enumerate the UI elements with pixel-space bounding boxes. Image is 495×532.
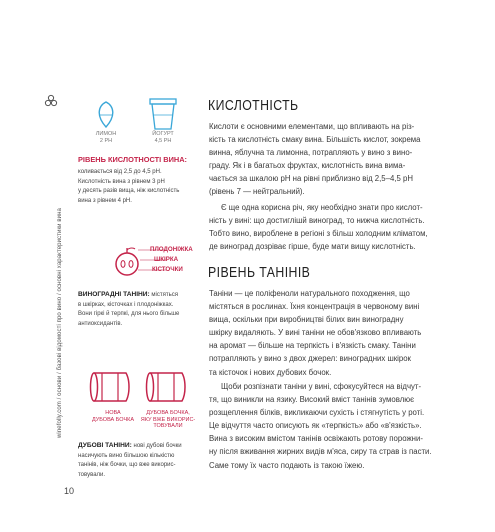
text-line: розщеплення білків, викликаючи сухість і стягнутість у роті. bbox=[209, 408, 425, 418]
oak-sidebar-line: товували. bbox=[78, 471, 106, 478]
used-barrel-line: ЯКУ ВЖЕ ВИКОРИС- bbox=[140, 416, 196, 423]
acid-sidebar-line: у десять разів вища, ніж кислотність bbox=[78, 188, 180, 195]
used-barrel-caption bbox=[140, 410, 196, 430]
oak-sidebar-line: насичують вино більшою кількістю bbox=[78, 452, 175, 459]
text-line: Саме тому їх часто подають із такою їжею. bbox=[209, 460, 365, 470]
yogurt-label: ЙОГУРТ bbox=[152, 131, 174, 137]
oak-sidebar-line: танінів, ніж бочки, що вже викорис- bbox=[78, 462, 176, 469]
text-line: на аромат — більше на терпкість і в'язкість смаку. Таніни bbox=[209, 341, 416, 351]
new-oak-barrel-icon bbox=[88, 370, 132, 404]
acid-sidebar-title: РІВЕНЬ КИСЛОТНОСТІ ВИНА: bbox=[78, 155, 188, 164]
acid-sidebar-line: вина з рівнем 4 pH. bbox=[78, 197, 132, 204]
lemon-label: ЛИМОН bbox=[95, 131, 117, 137]
text-line: містяться в рослинах. Їхня концентрація в червоному вині bbox=[209, 302, 420, 312]
used-barrel-line: ТОВУВАЛИ bbox=[153, 423, 183, 430]
tannin-paragraph-1 bbox=[209, 287, 492, 379]
tannin-heading: РІВЕНЬ ТАНІНІВ bbox=[208, 264, 311, 281]
text-line: де виноград дозріває гірше, буде мати вищу кислотність. bbox=[209, 242, 416, 252]
text-line: ну після вживання жирних видів м'яса, сиру та страв із пасти. bbox=[209, 447, 432, 457]
text-line: Кислоти є основними елементами, що впливають на різ- bbox=[209, 122, 415, 131]
page-number: 10 bbox=[64, 486, 75, 496]
lemon-ph: 2 PH bbox=[99, 137, 113, 144]
grape-sidebar-line: в шкірках, кісточках і плодоніжках. bbox=[78, 301, 174, 308]
text-line: ність у вині: що достиглішй виноград, то нижча кислотність. bbox=[209, 216, 425, 226]
text-line: кість та кислотність смаку вина. Більшість кислот, зокрема bbox=[209, 135, 421, 145]
text-line: та кісточок і нових дубових бочок. bbox=[209, 367, 332, 377]
text-line: Тобто вино, вироблене в регіоні з більш холодним кліматом, bbox=[209, 229, 428, 239]
oak-sidebar-title: ДУБОВІ ТАНІНИ: bbox=[78, 442, 132, 449]
text-line: вища, оскільки при виробництві білих вин виноградну bbox=[209, 315, 404, 325]
acidity-paragraph-1 bbox=[209, 120, 492, 199]
grape-sidebar-title: ВИНОГРАДНІ ТАНІНИ: bbox=[78, 291, 150, 298]
spine-text: winefolly.com / основи / базові відомості про вино / основні характеристики вина bbox=[57, 208, 63, 438]
text-line: потрапляють у вино з двох джерел: виноградних шкірок bbox=[209, 354, 411, 364]
acid-sidebar-line: Кислотність вина з рівнем 3 pH bbox=[78, 178, 165, 185]
grape-sidebar-line: антиоксидантів. bbox=[78, 320, 123, 327]
acidity-heading: КИСЛОТНІСТЬ bbox=[208, 97, 299, 114]
grape-label-stem: ПЛОДОНІЖКА bbox=[150, 246, 193, 253]
new-barrel-caption bbox=[88, 410, 138, 423]
oak-sidebar-title-rest: нові дубові бочки bbox=[133, 443, 182, 449]
text-line: граду. Як і в багатьох фруктах, кислотність вина вима- bbox=[209, 161, 406, 171]
new-barrel-line: ДУБОВА БОЧКА bbox=[91, 416, 135, 423]
new-barrel-line: НОВА bbox=[105, 410, 121, 416]
grape-sidebar bbox=[78, 290, 198, 329]
oak-sidebar bbox=[78, 441, 198, 480]
text-line: Таніни — це поліфеноли натурального походження, що bbox=[209, 289, 410, 298]
acid-sidebar-line: коливається від 2,5 до 4,5 pH. bbox=[78, 169, 162, 175]
text-line: Є ще одна корисна річ, яку необхідно знати про кислот- bbox=[221, 203, 423, 212]
yogurt-caption bbox=[143, 131, 183, 144]
text-line: (рівень 7 — нейтральний). bbox=[209, 187, 305, 197]
text-line: Це відчуття часто описують як «терпкість» або «в'язкість». bbox=[209, 421, 422, 431]
text-line: шкірку видаляють. У вині таніни не обов'язково впливають bbox=[209, 328, 422, 338]
grape-label-skin: ШКІРКА bbox=[154, 256, 179, 263]
text-line: чається за шкалою pH на рівні приблизно від 2,5–4,5 pH bbox=[209, 174, 413, 184]
grape-label-pips: КІСТОЧКИ bbox=[152, 266, 183, 273]
spine-breadcrumb bbox=[48, 108, 63, 438]
text-line: тя, що виникли на язику. Високий вміст танінів зумовлює bbox=[209, 395, 415, 405]
used-oak-barrel-icon bbox=[144, 370, 188, 404]
grape-sidebar-line: Вони гіркі й терпкі, для нього більше bbox=[78, 311, 180, 318]
lemon-icon bbox=[94, 100, 118, 130]
lemon-caption bbox=[86, 131, 126, 144]
acid-sidebar-body bbox=[78, 168, 193, 206]
text-line: винна, яблучна та лимонна, потрапляють у вино з вино- bbox=[209, 148, 413, 158]
acidity-paragraph-2 bbox=[209, 201, 492, 253]
text-line: Вина з високим вмістом танінів освіжають ротову порожни- bbox=[209, 434, 423, 444]
yogurt-ph: 4,5 PH bbox=[154, 137, 172, 144]
winefolly-logo-icon bbox=[44, 94, 58, 108]
yogurt-cup-icon bbox=[148, 96, 178, 132]
grape-sidebar-title-rest: містяться bbox=[151, 292, 178, 298]
text-line: Щоби розпізнати таніни у вині, сфокусуйтеся на відчут- bbox=[221, 382, 422, 391]
used-barrel-line: ДУБОВА БОЧКА, bbox=[146, 410, 190, 416]
tannin-paragraph-2 bbox=[209, 380, 492, 472]
